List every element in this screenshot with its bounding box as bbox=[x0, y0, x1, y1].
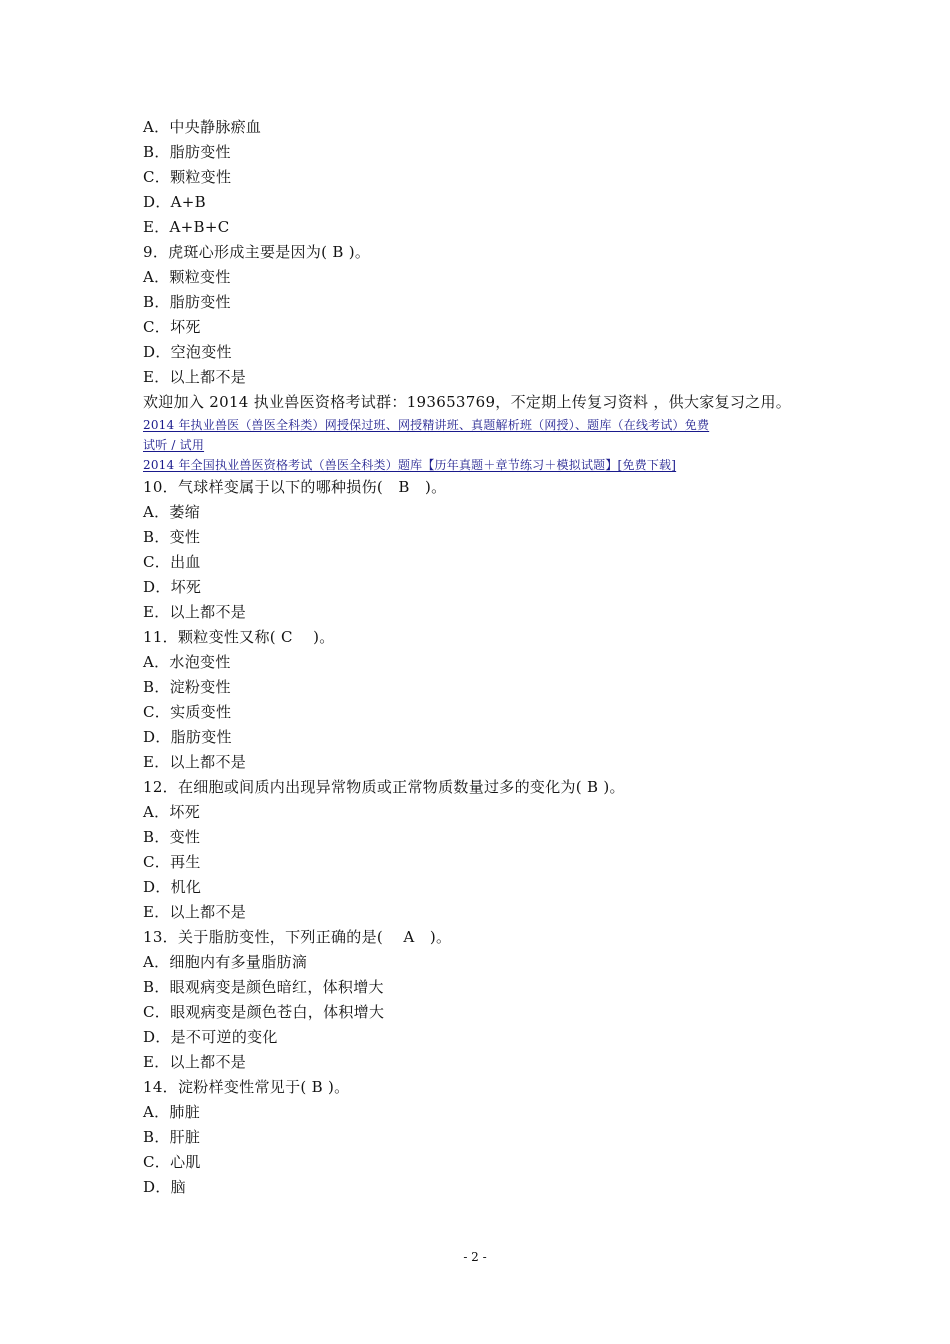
text-line: A．肺脏 bbox=[143, 1103, 201, 1121]
text-line: 欢迎加入 2014 执业兽医资格考试群：193653769，不定期上传复习资料 ，供大家复习之用。 bbox=[143, 393, 792, 411]
text-line: B．肝脏 bbox=[143, 1128, 201, 1146]
text-line: E．以上都不是 bbox=[143, 603, 247, 621]
promo-link[interactable]: 2014 年全国执业兽医资格考试（兽医全科类）题库【历年真题＋章节练习＋模拟试题】[免费下载] bbox=[143, 458, 677, 472]
text-line: A．萎缩 bbox=[143, 503, 201, 521]
text-line: A．坏死 bbox=[143, 803, 201, 821]
text-line: E．A+B+C bbox=[143, 218, 230, 236]
text-line: 12．在细胞或间质内出现异常物质或正常物质数量过多的变化为( B )。 bbox=[143, 778, 625, 796]
text-line: E．以上都不是 bbox=[143, 753, 247, 771]
text-line: D．坏死 bbox=[143, 578, 202, 596]
document-body bbox=[143, 115, 823, 1200]
text-line: D．A+B bbox=[143, 193, 206, 211]
question-block-top bbox=[143, 115, 823, 415]
text-line: D．空泡变性 bbox=[143, 343, 232, 361]
promo-links bbox=[143, 415, 823, 475]
text-line: A．水泡变性 bbox=[143, 653, 231, 671]
text-line: 13．关于脂肪变性，下列正确的是( A )。 bbox=[143, 928, 452, 946]
text-line: B．脂肪变性 bbox=[143, 293, 231, 311]
text-line: D．是不可逆的变化 bbox=[143, 1028, 278, 1046]
text-line: B．脂肪变性 bbox=[143, 143, 231, 161]
text-line: D．脑 bbox=[143, 1178, 186, 1196]
text-line: E．以上都不是 bbox=[143, 903, 247, 921]
text-line: B．眼观病变是颜色暗红，体积增大 bbox=[143, 978, 384, 996]
text-line: B．变性 bbox=[143, 528, 201, 546]
text-line: C．实质变性 bbox=[143, 703, 232, 721]
page-number: - 2 - bbox=[463, 1250, 487, 1264]
text-line: C．再生 bbox=[143, 853, 201, 871]
question-block-bottom bbox=[143, 475, 823, 1200]
text-line: E．以上都不是 bbox=[143, 1053, 247, 1071]
text-line: D．机化 bbox=[143, 878, 202, 896]
text-line: D．脂肪变性 bbox=[143, 728, 232, 746]
text-line: B．变性 bbox=[143, 828, 201, 846]
text-line: C．眼观病变是颜色苍白，体积增大 bbox=[143, 1003, 385, 1021]
promo-link[interactable]: 2014 年执业兽医（兽医全科类）网授保过班、网授精讲班、真题解析班（网授）、题库（在线考试）免费 bbox=[143, 418, 710, 432]
text-line: 14．淀粉样变性常见于( B )。 bbox=[143, 1078, 350, 1096]
text-line: A．细胞内有多量脂肪滴 bbox=[143, 953, 308, 971]
text-line: C．出血 bbox=[143, 553, 201, 571]
promo-link[interactable]: 试听 / 试用 bbox=[143, 438, 205, 452]
text-line: 10．气球样变属于以下的哪种损伤( B )。 bbox=[143, 478, 447, 496]
text-line: 11．颗粒变性又称( C )。 bbox=[143, 628, 335, 646]
text-line: E．以上都不是 bbox=[143, 368, 247, 386]
text-line: C．颗粒变性 bbox=[143, 168, 232, 186]
text-line: A．颗粒变性 bbox=[143, 268, 231, 286]
text-line: 9．虎斑心形成主要是因为( B )。 bbox=[143, 243, 371, 261]
text-line: B．淀粉变性 bbox=[143, 678, 231, 696]
text-line: C．心肌 bbox=[143, 1153, 201, 1171]
text-line: A．中央静脉瘀血 bbox=[143, 118, 262, 136]
text-line: C．坏死 bbox=[143, 318, 201, 336]
